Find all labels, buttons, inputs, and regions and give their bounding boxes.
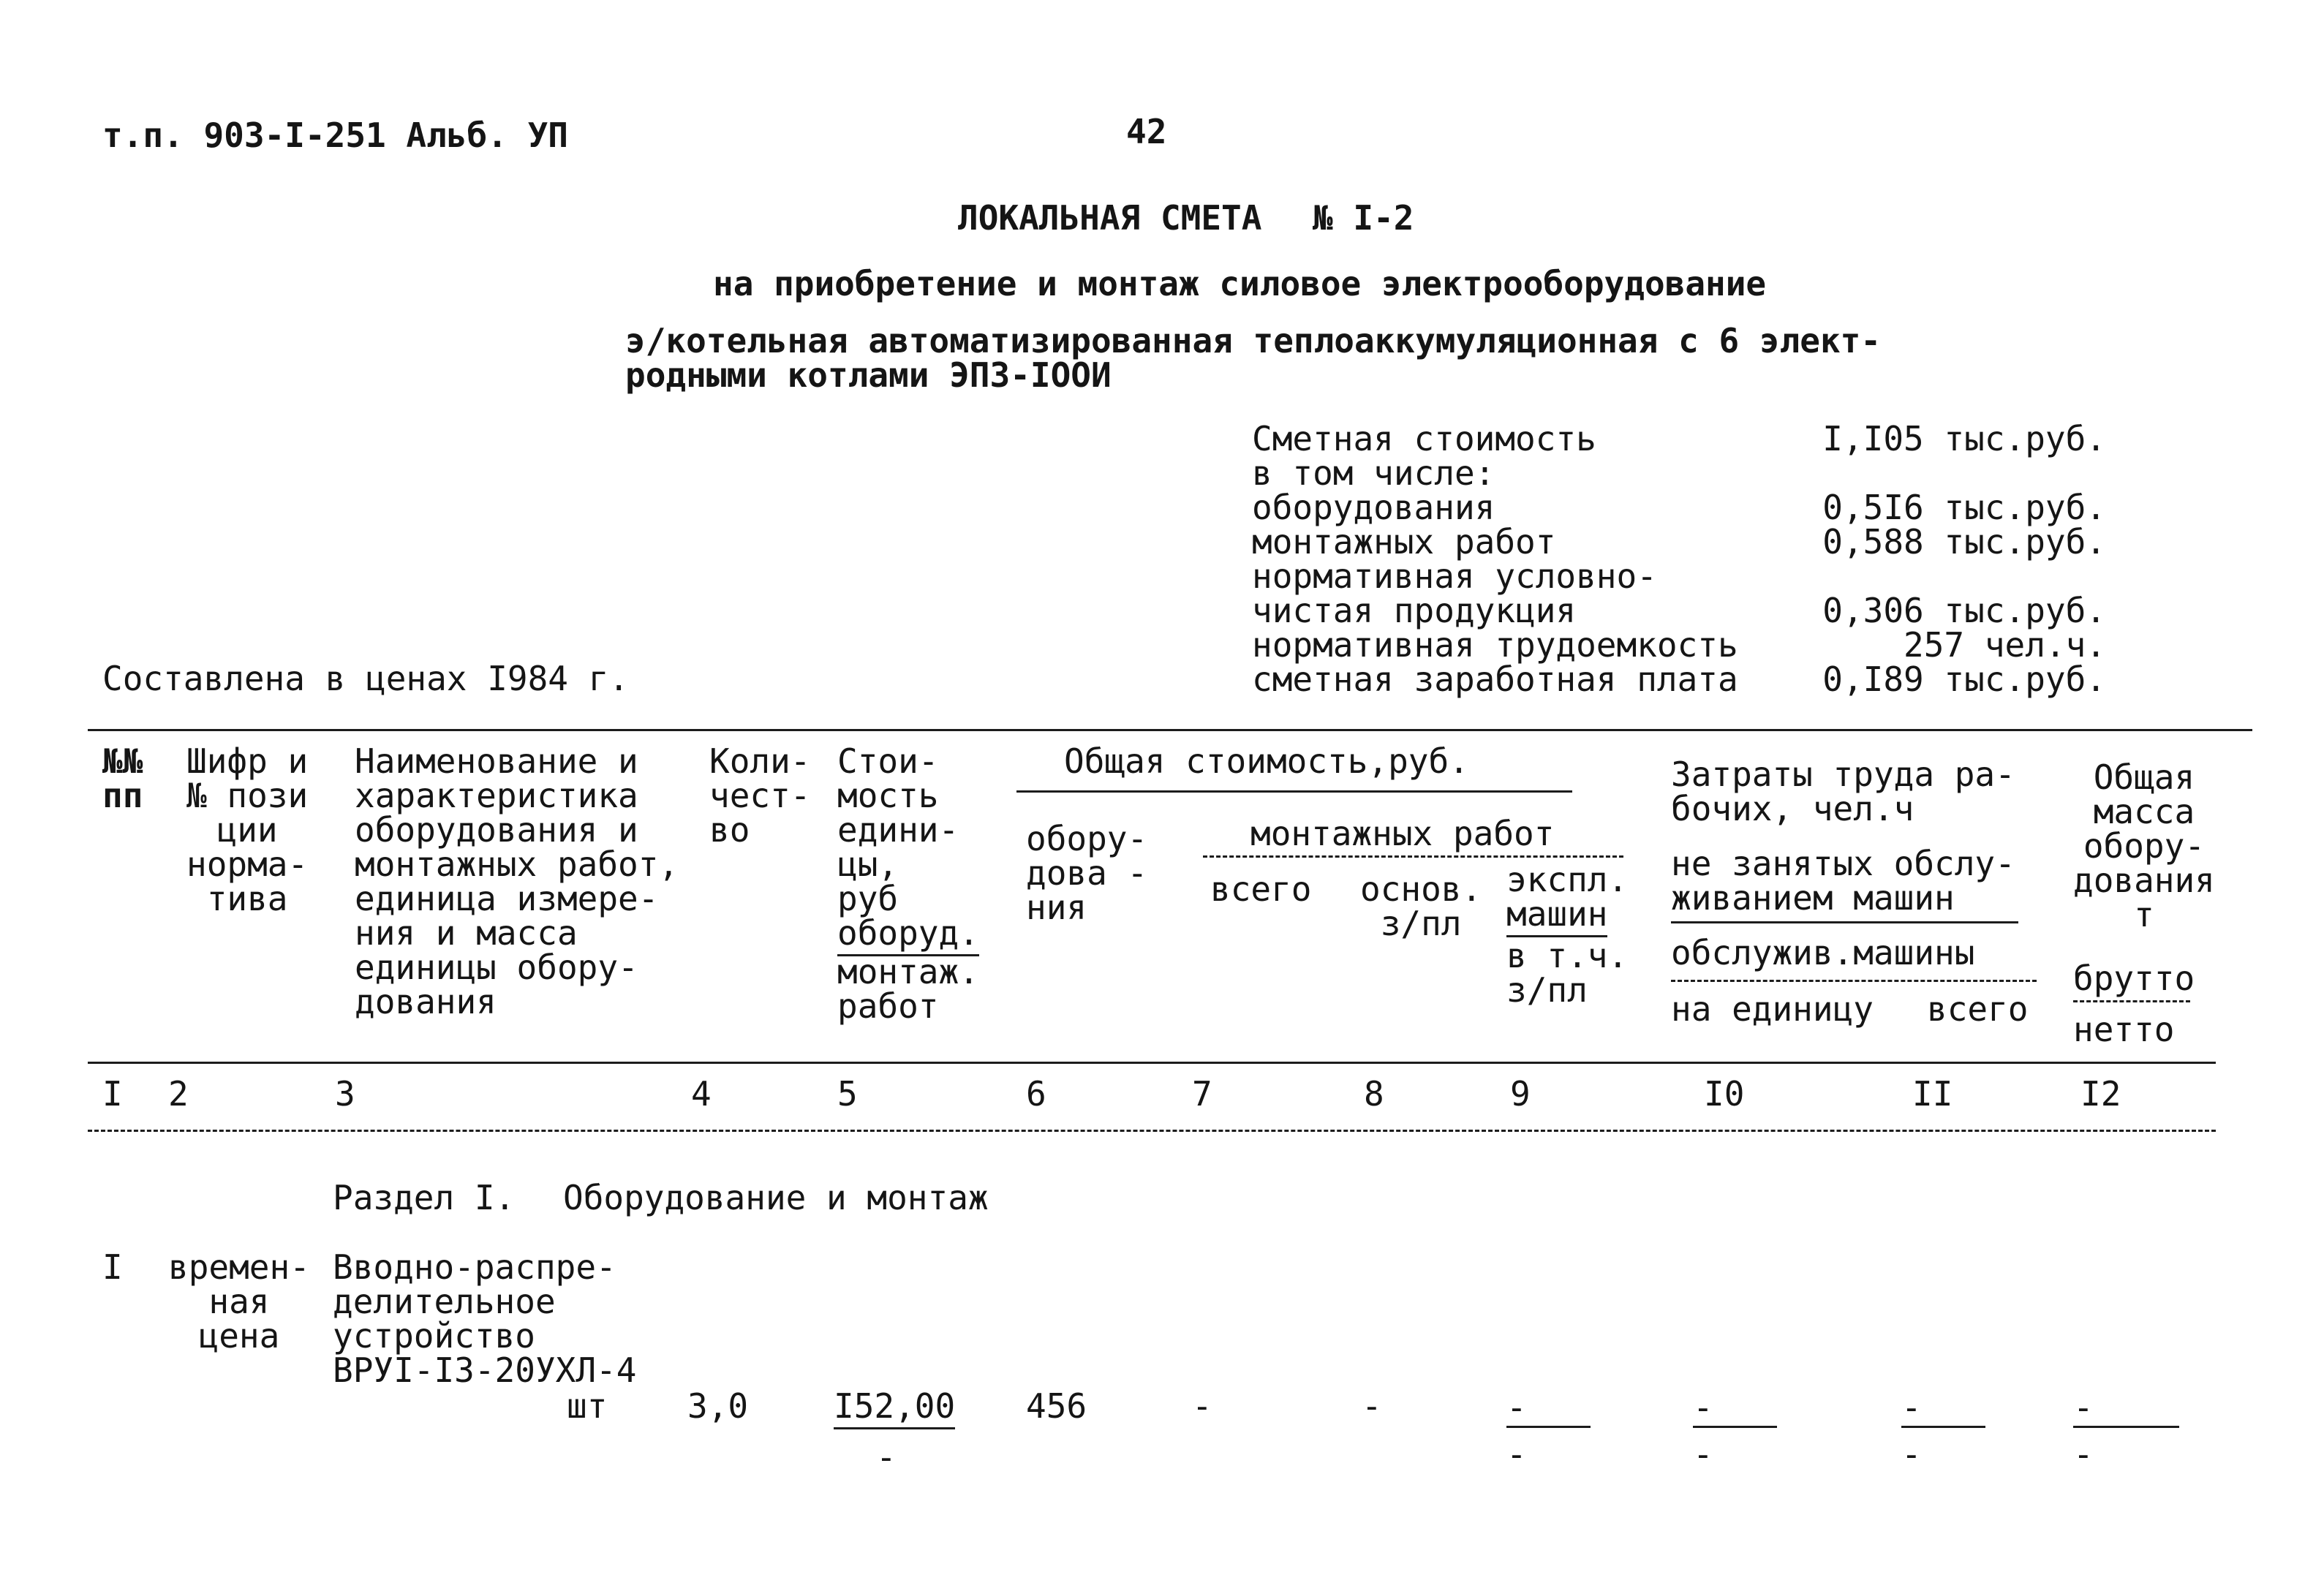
- document-title: ЛОКАЛЬНАЯ СМЕТА: [958, 198, 1262, 238]
- row-mark-10: -: [1693, 1388, 1713, 1427]
- summary-labels: [1252, 419, 1738, 699]
- row-item-name-line: Вводно-распре-: [333, 1247, 616, 1287]
- summary-label: оборудования: [1252, 488, 1495, 527]
- fraction-lower: -: [1506, 1435, 1527, 1474]
- fraction-rule: [1901, 1426, 1985, 1428]
- row-mass-fraction: [2073, 1388, 2094, 1474]
- col-9-header-line: экспл.: [1506, 860, 1629, 899]
- col-7-header: всего: [1210, 869, 1312, 909]
- col-6-header: [1026, 819, 1148, 927]
- column-number: 7: [1192, 1074, 1212, 1114]
- column-number: II: [1912, 1074, 1953, 1114]
- col-12-header-line: масса: [2093, 792, 2195, 831]
- column-number: I2: [2080, 1074, 2121, 1114]
- summary-label: нормативная условно-: [1252, 556, 1657, 596]
- col-3-header-line: Наименование и: [355, 741, 638, 781]
- col-5-header-line: цы,: [837, 844, 899, 884]
- col-4-header: [709, 741, 811, 850]
- summary-label: Сметная стоимость: [1252, 419, 1596, 458]
- col-12-header-line: Общая: [2093, 757, 2195, 797]
- labor-header-line: живанием машин: [1671, 878, 1955, 918]
- col-2-header-line: ции: [216, 810, 278, 850]
- row-mark-9: -: [1506, 1388, 1527, 1427]
- column-number: I0: [1704, 1074, 1745, 1114]
- col-12-brutto: брутто: [2073, 959, 2195, 998]
- row-unit-price-mount: -: [876, 1437, 897, 1477]
- row-mount-base-wage: -: [1362, 1386, 1382, 1426]
- fraction-rule: [1506, 1426, 1591, 1428]
- col-3-header-line: единица измере-: [355, 879, 659, 918]
- row-item-name: [333, 1247, 637, 1390]
- column-number: 6: [1026, 1074, 1046, 1114]
- row-mount-total: -: [1192, 1386, 1212, 1426]
- title-line-3: родными котлами ЭПЗ-IООИ: [625, 355, 1112, 395]
- col-4-header-line: чест-: [709, 776, 811, 815]
- column-number: 3: [335, 1074, 355, 1114]
- summary-value: [1806, 456, 2106, 491]
- summary-label: сметная заработная плата: [1252, 660, 1738, 699]
- labor-serving-header: обслужив.машины: [1671, 933, 1975, 972]
- labor-rule-1: [1671, 921, 2018, 923]
- prices-note: Составлена в ценах I984 г.: [102, 659, 630, 698]
- row-unit-price: [834, 1386, 956, 1426]
- row-labor-unit-fraction: [1693, 1388, 1713, 1474]
- col-2-header-line: № пози: [186, 776, 309, 815]
- row-mark-12: -: [2073, 1388, 2094, 1427]
- col-12-netto: нетто: [2073, 1010, 2175, 1049]
- summary-label: нормативная трудоемкость: [1252, 625, 1738, 665]
- section-name: Оборудование и монтаж: [563, 1178, 989, 1217]
- title-line-2: э/котельная автоматизированная теплоаккумуляционная с 6 элект-: [625, 321, 1882, 360]
- col-12-header-line: т: [2134, 895, 2154, 934]
- col-11-header: всего: [1927, 989, 2029, 1029]
- col-5-header-line: руб: [837, 879, 899, 918]
- summary-value: 0,I89 тыс.руб.: [1822, 660, 2106, 699]
- row-quantity: 3,0: [687, 1386, 749, 1426]
- mount-works-header: монтажных работ: [1250, 814, 1555, 853]
- col-12-header-line: обору-: [2083, 826, 2206, 866]
- col-8-header-line: основ.: [1360, 869, 1482, 909]
- col-1-header-line: пп: [102, 776, 143, 815]
- col-12-rule: [2073, 1000, 2190, 1002]
- row-unit: шт: [567, 1386, 608, 1426]
- col-2-header-line: тива: [206, 879, 288, 918]
- fraction-rule: [1693, 1426, 1777, 1428]
- labor-not-serving-header: [1671, 844, 2015, 918]
- page-number: 42: [1126, 112, 1167, 151]
- col-6-header-line: ния: [1026, 888, 1087, 927]
- row-item-name-line: устройство: [333, 1316, 535, 1356]
- row-equipment-cost: 456: [1026, 1386, 1087, 1426]
- labor-header-line: не занятых обслу-: [1671, 844, 2015, 883]
- col-3-header-line: оборудования и: [355, 810, 638, 850]
- row-machine-ops-fraction: [1506, 1388, 1527, 1474]
- col-5-header: [837, 741, 979, 1026]
- summary-value: [1806, 559, 2106, 594]
- col-2-header-line: Шифр и: [186, 741, 309, 781]
- summary-label: монтажных работ: [1252, 522, 1556, 562]
- column-number: I: [102, 1074, 123, 1114]
- fraction-rule: [2073, 1426, 2179, 1428]
- col-4-header-line: Коли-: [709, 741, 811, 781]
- col-5-header-line: мость: [837, 776, 939, 815]
- col-9-header: [1506, 860, 1629, 1010]
- section-label: Раздел I.: [333, 1178, 516, 1217]
- col-6-header-line: обору-: [1026, 819, 1148, 858]
- col-5-header-line: работ: [837, 986, 939, 1026]
- total-cost-header: Общая стоимость,руб.: [1064, 741, 1469, 781]
- summary-label: чистая продукция: [1252, 591, 1577, 630]
- col-9-header-line: з/пл: [1506, 970, 1588, 1010]
- row-item-name-line: делительное: [333, 1282, 556, 1321]
- col-2-header: [186, 741, 309, 918]
- summary-value: I,I05 тыс.руб.: [1822, 419, 2106, 458]
- col-3-header-line: единицы обору-: [355, 948, 638, 987]
- summary-value: 0,5I6 тыс.руб.: [1822, 488, 2106, 527]
- col-8-header: [1360, 869, 1482, 943]
- title-line-1: на приобретение и монтаж силовое электрооборудование: [713, 264, 1767, 303]
- mount-works-rule: [1203, 855, 1623, 858]
- row-code-line: времен-: [168, 1247, 310, 1287]
- row-item-name-line: ВРУI-I3-20УХЛ-4: [333, 1350, 637, 1390]
- col-3-header: [355, 741, 679, 1021]
- summary-value: 257 чел.ч.: [1904, 625, 2106, 665]
- row-number: I: [102, 1247, 123, 1287]
- total-cost-rule: [1016, 790, 1572, 793]
- column-number: 8: [1364, 1074, 1384, 1114]
- column-number: 9: [1510, 1074, 1531, 1114]
- col-5-header-line: монтаж.: [837, 952, 979, 991]
- col-9-header-line: машин: [1506, 894, 1607, 937]
- col-6-header-line: дова -: [1026, 853, 1148, 893]
- labor-header-line: Затраты труда ра-: [1671, 755, 2015, 794]
- column-number: 5: [837, 1074, 858, 1114]
- col-3-header-line: характеристика: [355, 776, 638, 815]
- row-code: [168, 1247, 310, 1356]
- summary-value: 0,588 тыс.руб.: [1822, 522, 2106, 562]
- row-code-line: ная: [208, 1282, 270, 1321]
- col-10-header: на единицу: [1671, 989, 1874, 1029]
- col-1-header-line: №№: [102, 741, 143, 781]
- col-8-header-line: з/пл: [1380, 904, 1462, 943]
- summary-value: 0,306 тыс.руб.: [1822, 591, 2106, 630]
- col-12-header-line: дования: [2073, 861, 2215, 900]
- col-3-header-line: ния и масса: [355, 913, 578, 953]
- labor-rule-2: [1671, 980, 2037, 982]
- col-5-header-line: едини-: [837, 810, 959, 850]
- col-2-header-line: норма-: [186, 844, 309, 884]
- table-top-rule: [88, 729, 2252, 731]
- row-code-line: цена: [198, 1316, 280, 1356]
- col-1-header: [102, 741, 143, 815]
- labor-header-line: бочих, чел.ч: [1671, 789, 1914, 828]
- col-12-header: [2073, 757, 2215, 934]
- column-number: 2: [168, 1074, 189, 1114]
- col-9-header-line: в т.ч.: [1506, 936, 1629, 975]
- header-bottom-rule: [88, 1062, 2216, 1064]
- col-3-header-line: монтажных работ,: [355, 844, 679, 884]
- col-4-header-line: во: [709, 810, 750, 850]
- col-5-header-equipment: оборуд.: [837, 913, 979, 956]
- col-3-header-line: дования: [355, 982, 497, 1021]
- col-5-header-line: Стои-: [837, 741, 939, 781]
- row-mark-11: -: [1901, 1388, 1922, 1427]
- summary-label: в том числе:: [1252, 453, 1495, 493]
- doc-reference: т.п. 903-I-251 Альб. УП: [102, 116, 568, 155]
- fraction-lower: -: [2073, 1435, 2094, 1474]
- fraction-lower: -: [1901, 1435, 1922, 1474]
- estimate-number: № I-2: [1313, 198, 1414, 238]
- row-unit-price-equipment: I52,00: [834, 1386, 955, 1429]
- labor-header: [1671, 757, 2015, 826]
- fraction-lower: -: [1693, 1435, 1713, 1474]
- summary-values: [1806, 419, 2106, 699]
- numbers-bottom-rule: [88, 1130, 2216, 1132]
- column-number: 4: [691, 1074, 712, 1114]
- row-labor-total-fraction: [1901, 1388, 1922, 1474]
